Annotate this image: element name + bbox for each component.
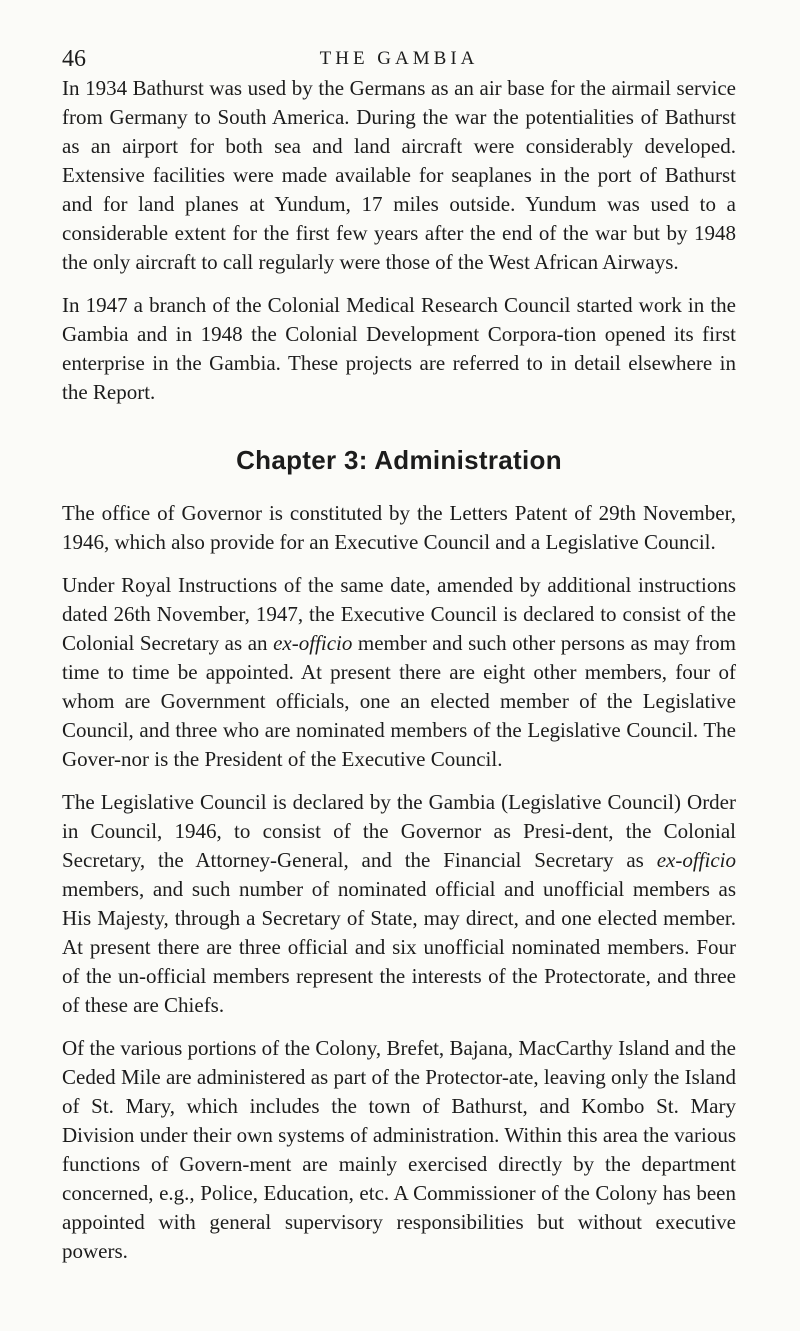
executive-council-text-start: Under Royal Instructions of the same date, amended by additional instructions dated 26th November, 1947, the Executive Council is declared to consist of the Colonial Secretary as an xyxy=(62,573,736,655)
paragraph-research-development: In 1947 a branch of the Colonial Medical Research Council started work in the Gambia and in 1948 the Colonial Development Corpora-tion opened its first enterprise in the Gambia. These projects are referred to in detail elsewhere in the Report. xyxy=(62,293,736,404)
executive-council-text-end: member and such other persons as may from time to time be appointed. At present there are eight other members, four of whom are Government officials, one an elected member of the Legislative Council, and three who are nominated members of the Legislative Council. The Gover-nor is the President of the Executive Council. xyxy=(62,631,736,771)
paragraph-legislative-council xyxy=(62,788,736,1020)
ex-officio-term: ex-officio xyxy=(656,848,736,872)
legislative-council-text-end: members, and such number of nominated official and unofficial members as His Majesty, through a Secretary of State, may direct, and one elected member. At present there are three official and six unofficial nominated members. Four of the un-official members represent the interests of the Protectorate, and three of these are Chiefs. xyxy=(62,877,736,1017)
chapter-heading: Chapter 3: Administration xyxy=(236,445,562,475)
running-header xyxy=(62,44,736,74)
page-number: 46 xyxy=(62,46,86,72)
paragraph-governor-office: The office of Governor is constituted by the Letters Patent of 29th November, 1946, which also provide for an Executive Council and a Legislative Council. xyxy=(62,501,736,554)
paragraph-aviation: In 1934 Bathurst was used by the Germans as an air base for the airmail service from Germany to South America. During the war the potentialities of Bathurst as an airport for both sea and land aircraft were considerably developed. Extensive facilities were made available for seaplanes in the port of Bathurst and for land planes at Yundum, 17 miles outside. Yundum was used to a considerable extent for the first few years after the end of the war but by 1948 the only aircraft to call regularly were those of the West African Airways. xyxy=(62,76,736,274)
running-title: THE GAMBIA xyxy=(319,48,479,69)
legislative-council-text-start: The Legislative Council is declared by the Gambia (Legislative Council) Order in Council, 1946, to consist of the Governor as Presi-dent, the Colonial Secretary, the Attorney-General, and the Financial Secretary as xyxy=(62,790,736,872)
page-body xyxy=(62,74,736,1280)
paragraph-colony-administration: Of the various portions of the Colony, Brefet, Bajana, MacCarthy Island and the Ceded Mile are administered as part of the Protector-ate, leaving only the Island of St. Mary, which includes the town of Bathurst, and Kombo St. Mary Division under their own systems of administration. Within this area the various functions of Govern-ment are mainly exercised directly by the department concerned, e.g., Police, Education, etc. A Commissioner of the Colony has been appointed with general supervisory responsibilities but without executive powers. xyxy=(62,1036,736,1263)
ex-officio-term: ex-officio xyxy=(273,631,353,655)
paragraph-executive-council xyxy=(62,571,736,774)
